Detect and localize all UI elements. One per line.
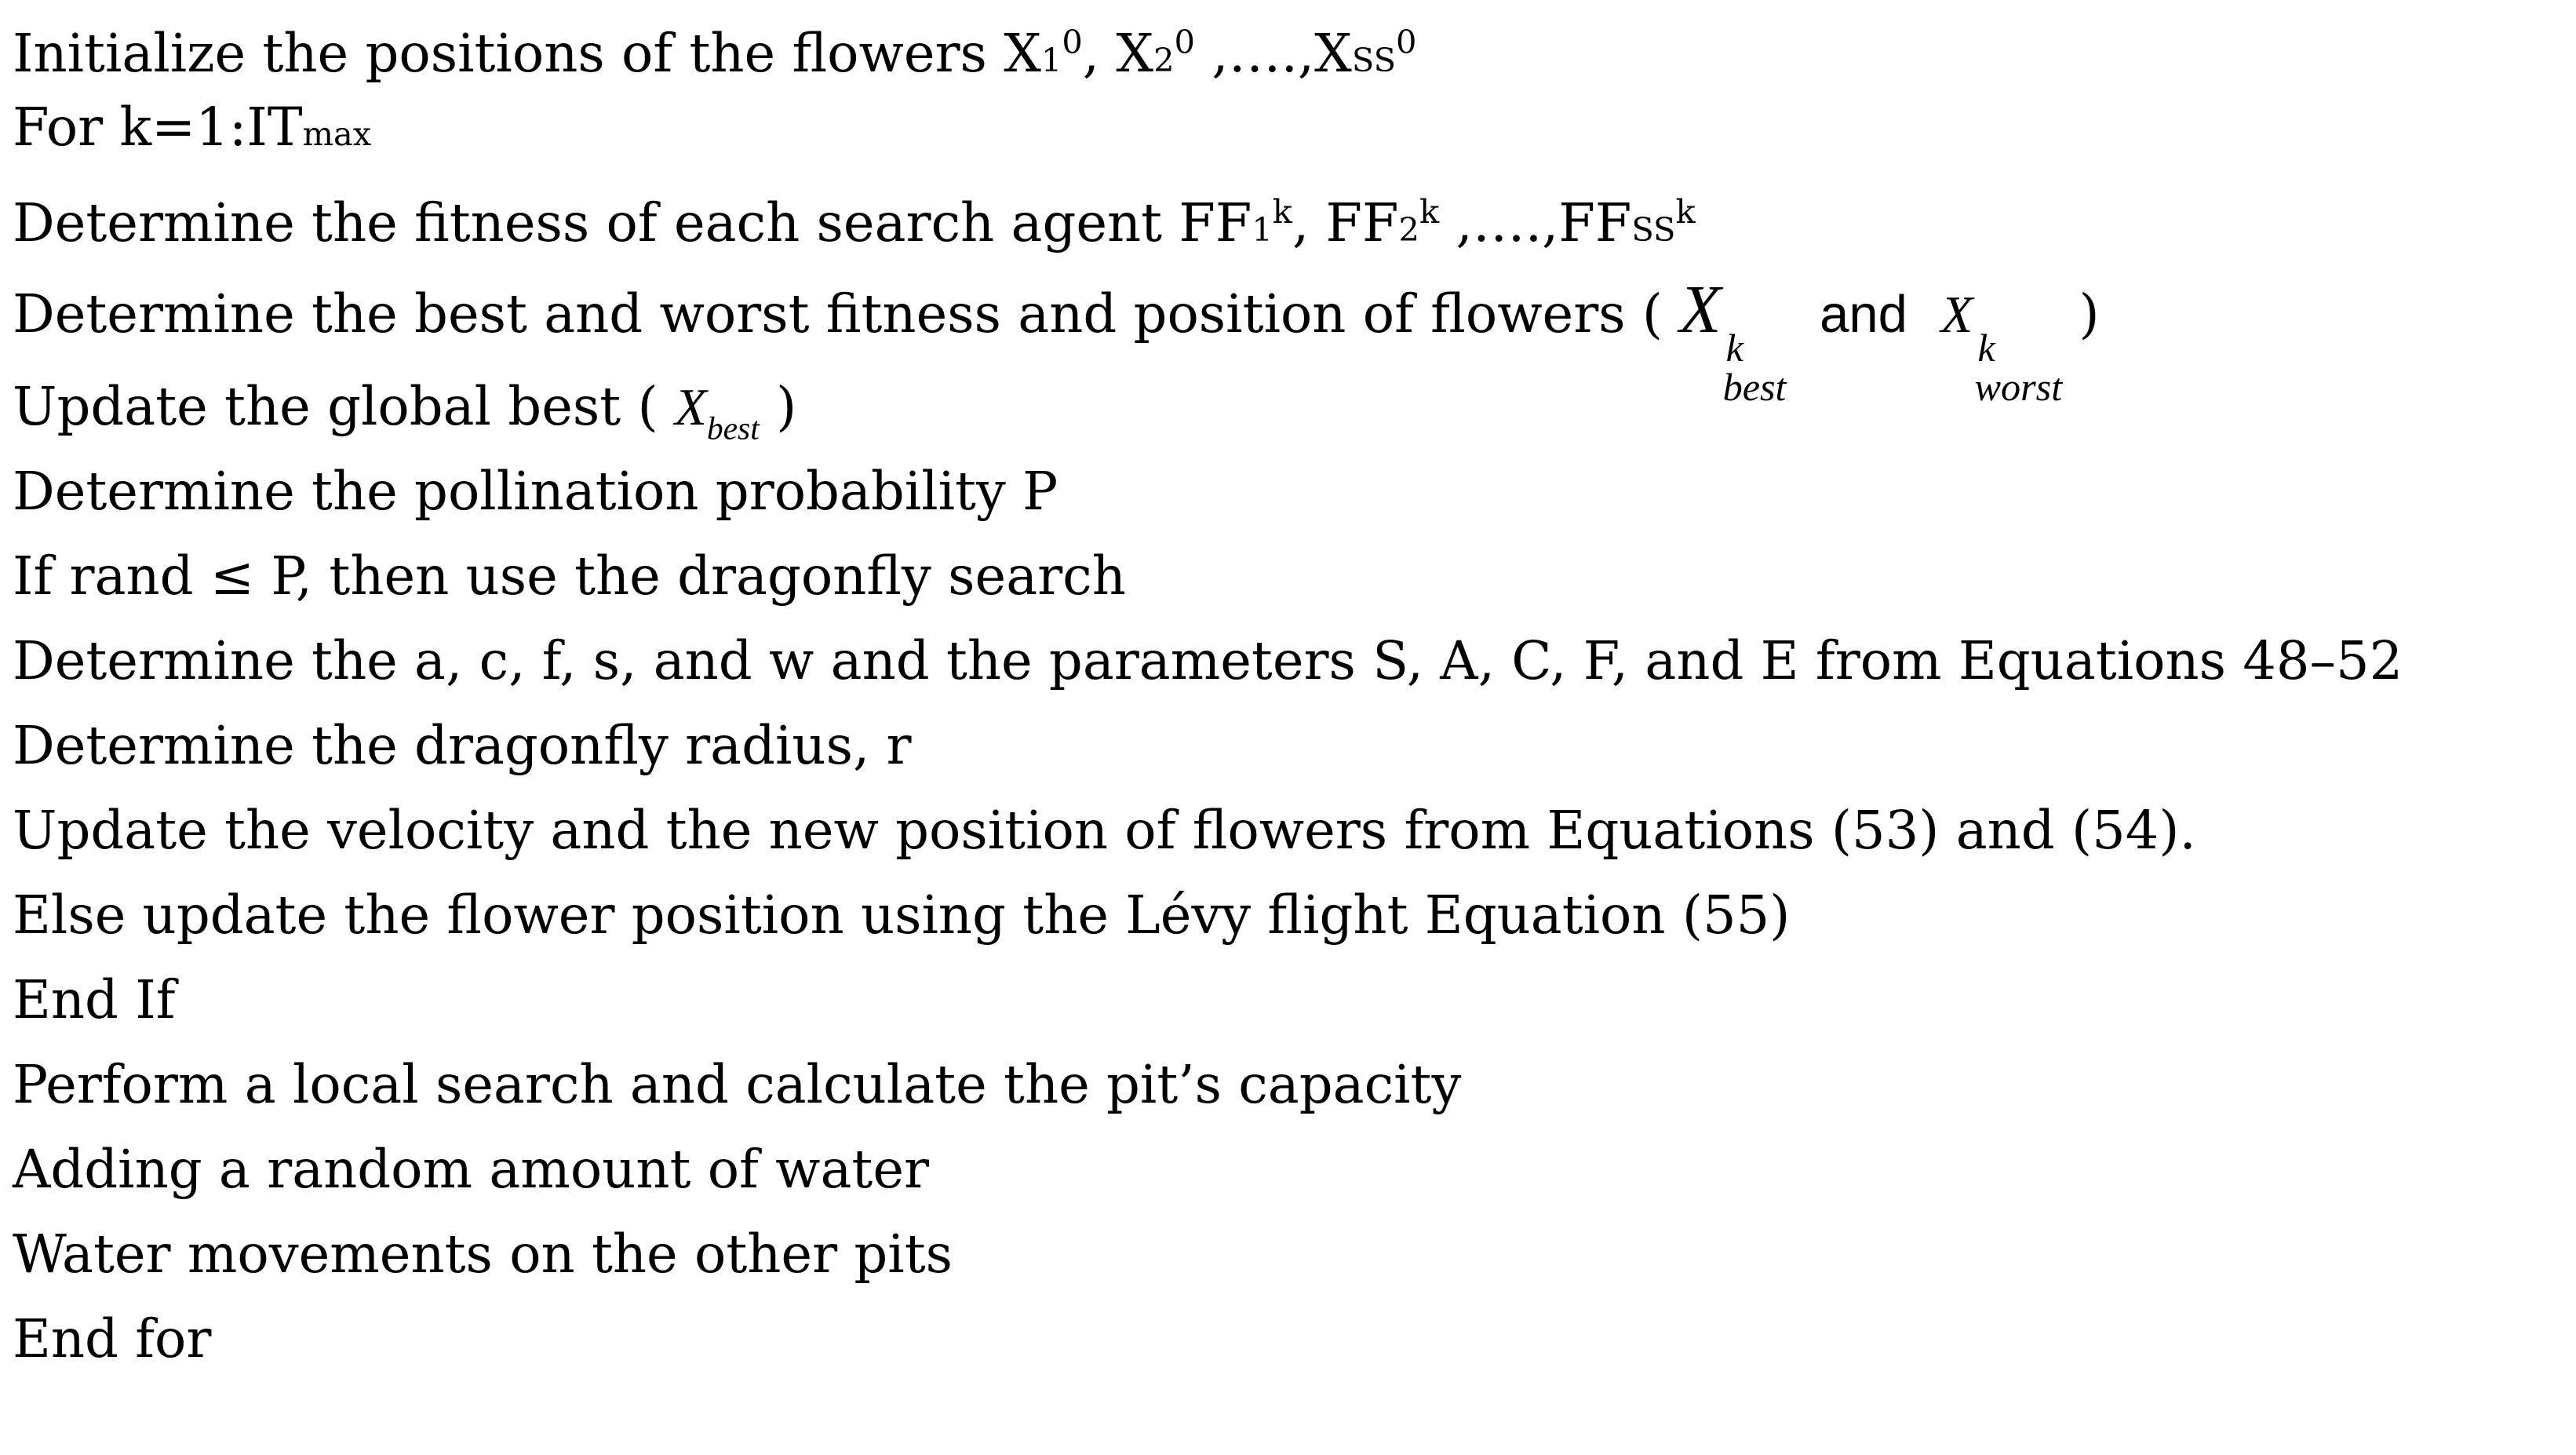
step-update-velocity: Update the velocity and the new position of flowers from Equations (53) and (54). — [13, 800, 2196, 861]
step-dragonfly-radius: Determine the dragonfly radius, r — [13, 715, 912, 776]
superscript: 0 — [1396, 23, 1417, 61]
step-initialize-positions — [13, 0, 2571, 85]
math-script-best — [1722, 325, 1787, 410]
superscript: k — [1977, 325, 1995, 370]
separator: ,….,FF — [1439, 191, 1632, 253]
superscript: k — [1725, 325, 1743, 370]
conjunction: and — [1820, 285, 1907, 344]
subscript: max — [302, 115, 372, 153]
superscript: k — [1272, 192, 1292, 231]
step-end-for: End for — [13, 1308, 212, 1369]
step-else-levy: Else update the flower position using the Lévy flight Equation (55) — [13, 884, 1791, 946]
step-add-water: Adding a random amount of water — [13, 1139, 930, 1200]
superscript: 0 — [1174, 23, 1195, 61]
step-for-loop — [13, 85, 2571, 170]
math-script-worst — [1974, 325, 2063, 410]
separator: , FF — [1292, 191, 1399, 253]
algorithm-steps — [13, 0, 2571, 1381]
step-text: Update the global best ( — [13, 376, 658, 437]
step-determine-fitness — [13, 170, 2571, 254]
subscript: worst — [1974, 365, 2063, 410]
math-x-worst: X — [1940, 286, 1973, 344]
step-text: Determine the best and worst fitness and position of flowers ( — [13, 283, 1663, 345]
subscript: 1 — [1252, 210, 1273, 249]
subscript: best — [1722, 365, 1787, 410]
step-text: Determine the fitness of each search agent FF — [13, 191, 1252, 253]
step-text: For k=1:IT — [13, 97, 303, 158]
close-paren: ) — [2079, 283, 2100, 345]
close-paren: ) — [776, 376, 797, 437]
step-determine-parameters: Determine the a, c, f, s, and w and the parameters S, A, C, F, and E from Equations 48–52 — [13, 630, 2403, 691]
separator: ,….,X — [1194, 22, 1352, 84]
subscript: 2 — [1153, 40, 1175, 79]
subscript: best — [706, 410, 760, 447]
superscript: k — [1675, 192, 1696, 231]
math-x-global-best: X — [674, 378, 707, 436]
step-pollination-probability: Determine the pollination probability P — [13, 461, 1058, 522]
superscript: 0 — [1062, 23, 1083, 61]
step-end-if: End If — [13, 969, 176, 1030]
subscript: SS — [1351, 40, 1397, 79]
step-update-global-best — [13, 364, 2571, 449]
step-text: Initialize the positions of the flowers X — [13, 22, 1041, 84]
subscript: SS — [1631, 210, 1676, 249]
separator: , X — [1082, 22, 1154, 84]
step-if-rand: If rand ≤ P, then use the dragonfly search — [13, 545, 1126, 607]
step-local-search: Perform a local search and calculate the pit’s capacity — [13, 1054, 1462, 1115]
math-x-best: X — [1679, 271, 1722, 347]
superscript: k — [1419, 192, 1440, 231]
step-water-movements: Water movements on the other pits — [13, 1223, 953, 1285]
subscript: 2 — [1398, 210, 1419, 249]
subscript: 1 — [1040, 40, 1062, 79]
